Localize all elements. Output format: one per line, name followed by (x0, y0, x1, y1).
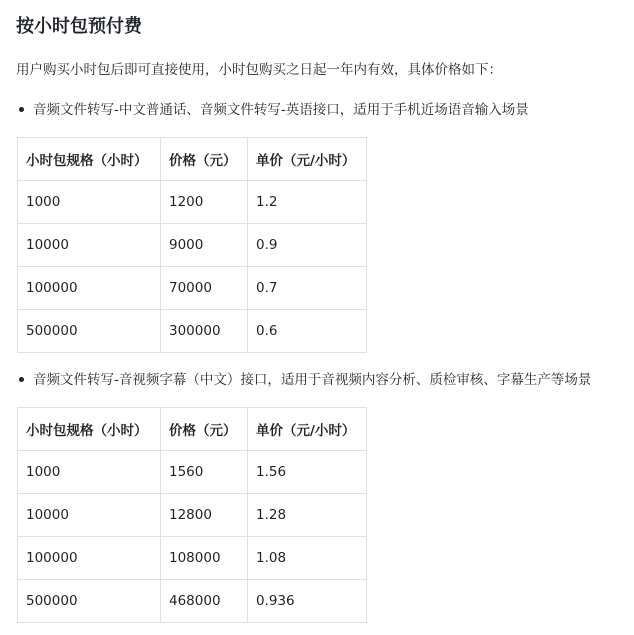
bullet-text: 音频文件转写-中文普通话、音频文件转写-英语接口，适用于手机近场语音输入场景 (33, 102, 529, 118)
bullet-text: 音频文件转写-音视频字幕（中文）接口，适用于音视频内容分析、质检审核、字幕生产等场景 (33, 372, 592, 388)
table-row (18, 181, 367, 224)
cell-price: 9000 (161, 224, 248, 267)
header-unit-price: 单价（元/小时） (248, 138, 367, 181)
cell-package-size: 1000 (18, 181, 161, 224)
cell-package-size: 100000 (18, 267, 161, 310)
cell-unit-price: 1.08 (248, 537, 367, 580)
table-header-row (18, 408, 367, 451)
table-row (18, 267, 367, 310)
cell-price: 70000 (161, 267, 248, 310)
cell-unit-price: 0.7 (248, 267, 367, 310)
table-row (18, 451, 367, 494)
table-row (18, 494, 367, 537)
cell-unit-price: 0.9 (248, 224, 367, 267)
cell-price: 12800 (161, 494, 248, 537)
table-row (18, 310, 367, 353)
cell-price: 1200 (161, 181, 248, 224)
table-row (18, 537, 367, 580)
cell-package-size: 500000 (18, 580, 161, 623)
cell-price: 300000 (161, 310, 248, 353)
cell-unit-price: 0.936 (248, 580, 367, 623)
header-price: 价格（元） (161, 408, 248, 451)
price-table-1 (17, 137, 367, 353)
cell-package-size: 10000 (18, 494, 161, 537)
cell-package-size: 100000 (18, 537, 161, 580)
cell-unit-price: 1.2 (248, 181, 367, 224)
cell-price: 108000 (161, 537, 248, 580)
cell-unit-price: 1.28 (248, 494, 367, 537)
table-row (18, 224, 367, 267)
cell-package-size: 1000 (18, 451, 161, 494)
header-package-size: 小时包规格（小时） (18, 138, 161, 181)
cell-price: 1560 (161, 451, 248, 494)
header-unit-price: 单价（元/小时） (248, 408, 367, 451)
cell-price: 468000 (161, 580, 248, 623)
cell-unit-price: 1.56 (248, 451, 367, 494)
bullet-dot-icon (19, 107, 24, 112)
header-package-size: 小时包规格（小时） (18, 408, 161, 451)
bullet-dot-icon (19, 377, 24, 382)
cell-package-size: 500000 (18, 310, 161, 353)
price-table-2 (17, 407, 367, 623)
cell-unit-price: 0.6 (248, 310, 367, 353)
bullet-item-1 (16, 100, 529, 120)
bullet-item-2 (16, 370, 591, 390)
header-price: 价格（元） (161, 138, 248, 181)
table-row (18, 580, 367, 623)
intro-text: 用户购买小时包后即可直接使用，小时包购买之日起一年内有效，具体价格如下： (16, 62, 502, 78)
table-header-row (18, 138, 367, 181)
page-title: 按小时包预付费 (16, 16, 142, 37)
cell-package-size: 10000 (18, 224, 161, 267)
